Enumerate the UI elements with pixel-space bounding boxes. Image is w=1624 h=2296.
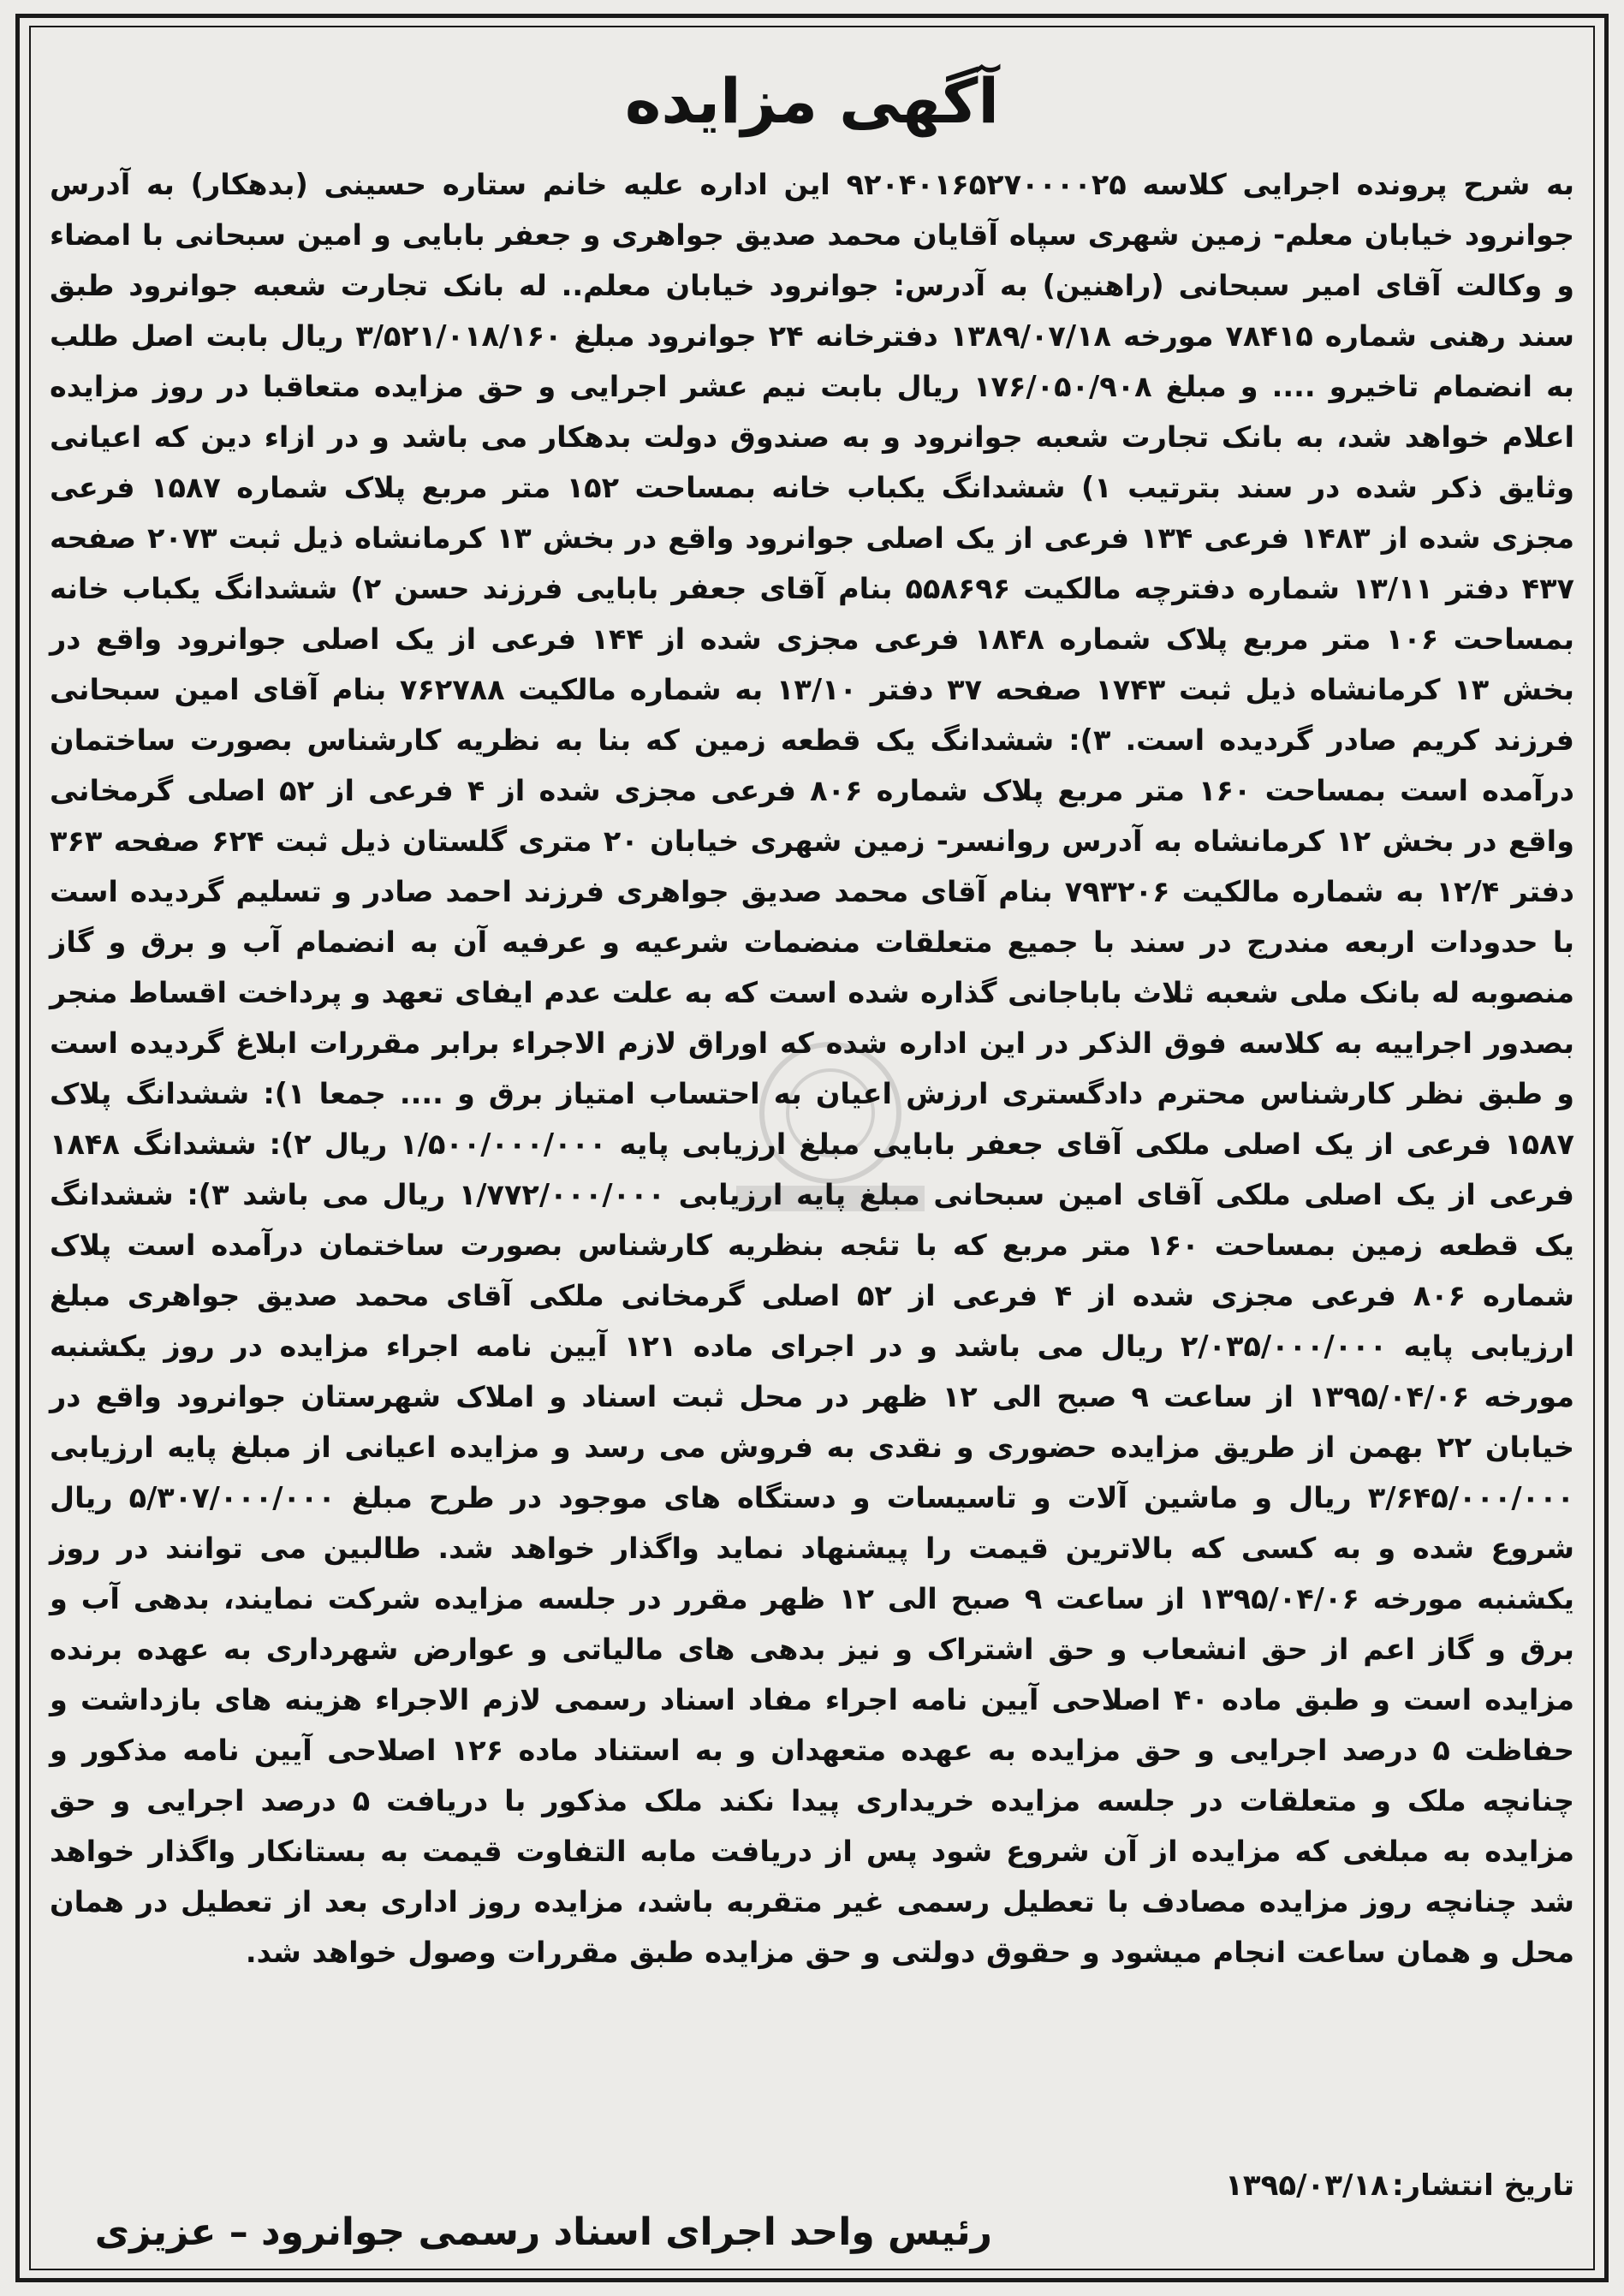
notice-footer	[50, 2164, 1574, 2258]
publication-date-line	[1225, 2164, 1574, 2207]
signature: رئیس واحد اجرای اسناد رسمی جوانرود – عزیزی	[94, 2210, 992, 2254]
notice-body: به شرح پرونده اجرایی کلاسه ۹۲۰۴۰۱۶۵۲۷۰۰۰۰۲۵ این اداره علیه خانم ستاره حسینی (بدهکار) به آدرس جوانرود خیابان معلم- زمین شهری سپاه آقایان محمد صدیق جواهری و جعفر بابایی و امین سبحانی با امضاء و وکالت آقای امیر سبحانی (راهنین) به آدرس: جوانرود خیابان معلم.. له بانک تجارت شعبه جوانرود طبق سند رهنی شماره ۷۸۴۱۵ مورخه ۱۳۸۹/۰۷/۱۸ دفترخانه ۲۴ جوانرود مبلغ ۳/۵۲۱/۰۱۸/۱۶۰ ریال بابت اصل طلب به انضمام تاخیرو .... و مبلغ ۱۷۶/۰۵۰/۹۰۸ ریال بابت نیم عشر اجرایی و حق مزایده متعاقبا در روز مزایده اعلام خواهد شد، به بانک تجارت شعبه جوانرود و به صندوق دولت بدهکار می باشد و در ازاء دین که اعیانی وثایق ذکر شده در سند بترتیب ۱) ششدانگ یکباب خانه بمساحت ۱۵۲ متر مربع پلاک شماره ۱۵۸۷ فرعی مجزی شده از ۱۴۸۳ فرعی ۱۳۴ فرعی از یک اصلی جوانرود واقع در بخش ۱۳ کرمانشاه ذیل ثبت ۲۰۷۳ صفحه ۴۳۷ دفتر ۱۳/۱۱ شماره دفترچه مالکیت ۵۵۸۶۹۶ بنام آقای جعفر بابایی فرزند حسن ۲) ششدانگ یکباب خانه بمساحت ۱۰۶ متر مربع پلاک شماره ۱۸۴۸ فرعی مجزی شده از ۱۴۴ فرعی از یک اصلی جوانرود واقع در بخش ۱۳ کرمانشاه ذیل ثبت ۱۷۴۳ صفحه ۳۷ دفتر ۱۳/۱۰ به شماره مالکیت ۷۶۲۷۸۸ بنام آقای امین سبحانی فرزند کریم صادر گردیده است. ۳): ششدانگ یک قطعه زمین که بنا به نظریه کارشناس بصورت ساختمان درآمده است بمساحت ۱۶۰ متر مربع پلاک شماره ۸۰۶ فرعی مجزی شده از ۴ فرعی از ۵۲ اصلی گرمخانی واقع در بخش ۱۲ کرمانشاه به آدرس روانسر- زمین شهری خیابان ۲۰ متری گلستان ذیل ثبت ۶۲۴ صفحه ۳۶۳ دفتر ۱۲/۴ به شماره مالکیت ۷۹۳۲۰۶ بنام آقای محمد صدیق جواهری فرزند احمد صادر و تسلیم گردیده است با حدودات اربعه مندرج در سند با جمیع متعلقات منضمات شرعیه و عرفیه آن به انضمام آب و برق و گاز منصوبه له بانک ملی شعبه ثلاث باباجانی گذاره شده است که به علت عدم ایفای تعهد و پرداخت اقساط منجر بصدور اجراییه به کلاسه فوق الذکر در این اداره شده که اوراق لازم الاجراء برابر مقررات ابلاغ گردیده است و طبق نظر کارشناس محترم دادگستری ارزش اعیان به احتساب امتیاز برق و .... جمعا ۱): ششدانگ پلاک ۱۵۸۷ فرعی از یک اصلی ملکی آقای جعفر بابایی مبلغ ارزیابی پایه ۱/۵۰۰/۰۰۰/۰۰۰ ریال ۲): ششدانگ ۱۸۴۸ فرعی از یک اصلی ملکی آقای امین سبحانی مبلغ پایه ارزیابی ۱/۷۷۲/۰۰۰/۰۰۰ ریال می باشد ۳): ششدانگ یک قطعه زمین بمساحت ۱۶۰ متر مربع که با تئجه بنظریه کارشناس بصورت ساختمان درآمده است پلاک شماره ۸۰۶ فرعی مجزی شده از ۴ فرعی از ۵۲ اصلی گرمخانی ملکی آقای محمد صدیق جواهری مبلغ ارزیابی پایه ۲/۰۳۵/۰۰۰/۰۰۰ ریال می باشد و در اجرای ماده ۱۲۱ آیین نامه اجراء مزایده در روز یکشنبه مورخه ۱۳۹۵/۰۴/۰۶ از ساعت ۹ صبح الی ۱۲ ظهر در محل ثبت اسناد و املاک شهرستان جوانرود واقع در خیابان ۲۲ بهمن از طریق مزایده حضوری و نقدی به فروش می رسد و مزایده اعیانی از مبلغ پایه ارزیابی ۳/۶۴۵/۰۰۰/۰۰۰ ریال و ماشین آلات و تاسیسات و دستگاه های موجود در طرح مبلغ ۵/۳۰۷/۰۰۰/۰۰۰ ریال شروع شده و به کسی که بالاترین قیمت را پیشنهاد نماید واگذار خواهد شد. طالبین می توانند در روز یکشنبه مورخه ۱۳۹۵/۰۴/۰۶ از ساعت ۹ صبح الی ۱۲ ظهر مقرر در جلسه مزایده شرکت نمایند، بدهی آب و برق و گاز اعم از حق انشعاب و حق اشتراک و نیز بدهی های مالیاتی و عوارض شهرداری به عهده برنده مزایده است و طبق ماده ۴۰ اصلاحی آیین نامه اجراء مفاد اسناد رسمی لازم الاجراء هزینه های بازداشت و حفاظت ۵ درصد اجرایی و حق مزایده به عهده متعهدان و به استناد ماده ۱۲۶ اصلاحی آیین نامه مذکور و چنانچه ملک و متعلقات در جلسه مزایده خریداری پیدا نکند ملک مذکور با دریافت ۵ درصد اجرایی و حق مزایده به مبلغی که مزایده از آن شروع شود پس از دریافت مابه التفاوت قیمت به بستانکار واگذار خواهد شد چنانچه روز مزایده مصادف با تعطیل رسمی غیر متقربه باشد، مزایده روز اداری بعد از تعطیل در همان محل و همان ساعت انجام میشود و حقوق دولتی و حق مزایده طبق مقررات وصول خواهد شد.	[50, 168, 1575, 1969]
publication-label: تاریخ انتشار:	[1391, 2168, 1574, 2203]
notice-title: آگهی مزایده	[624, 65, 1000, 137]
notice-content	[50, 60, 1574, 2258]
publication-date: ۱۳۹۵/۰۳/۱۸	[1225, 2168, 1389, 2203]
